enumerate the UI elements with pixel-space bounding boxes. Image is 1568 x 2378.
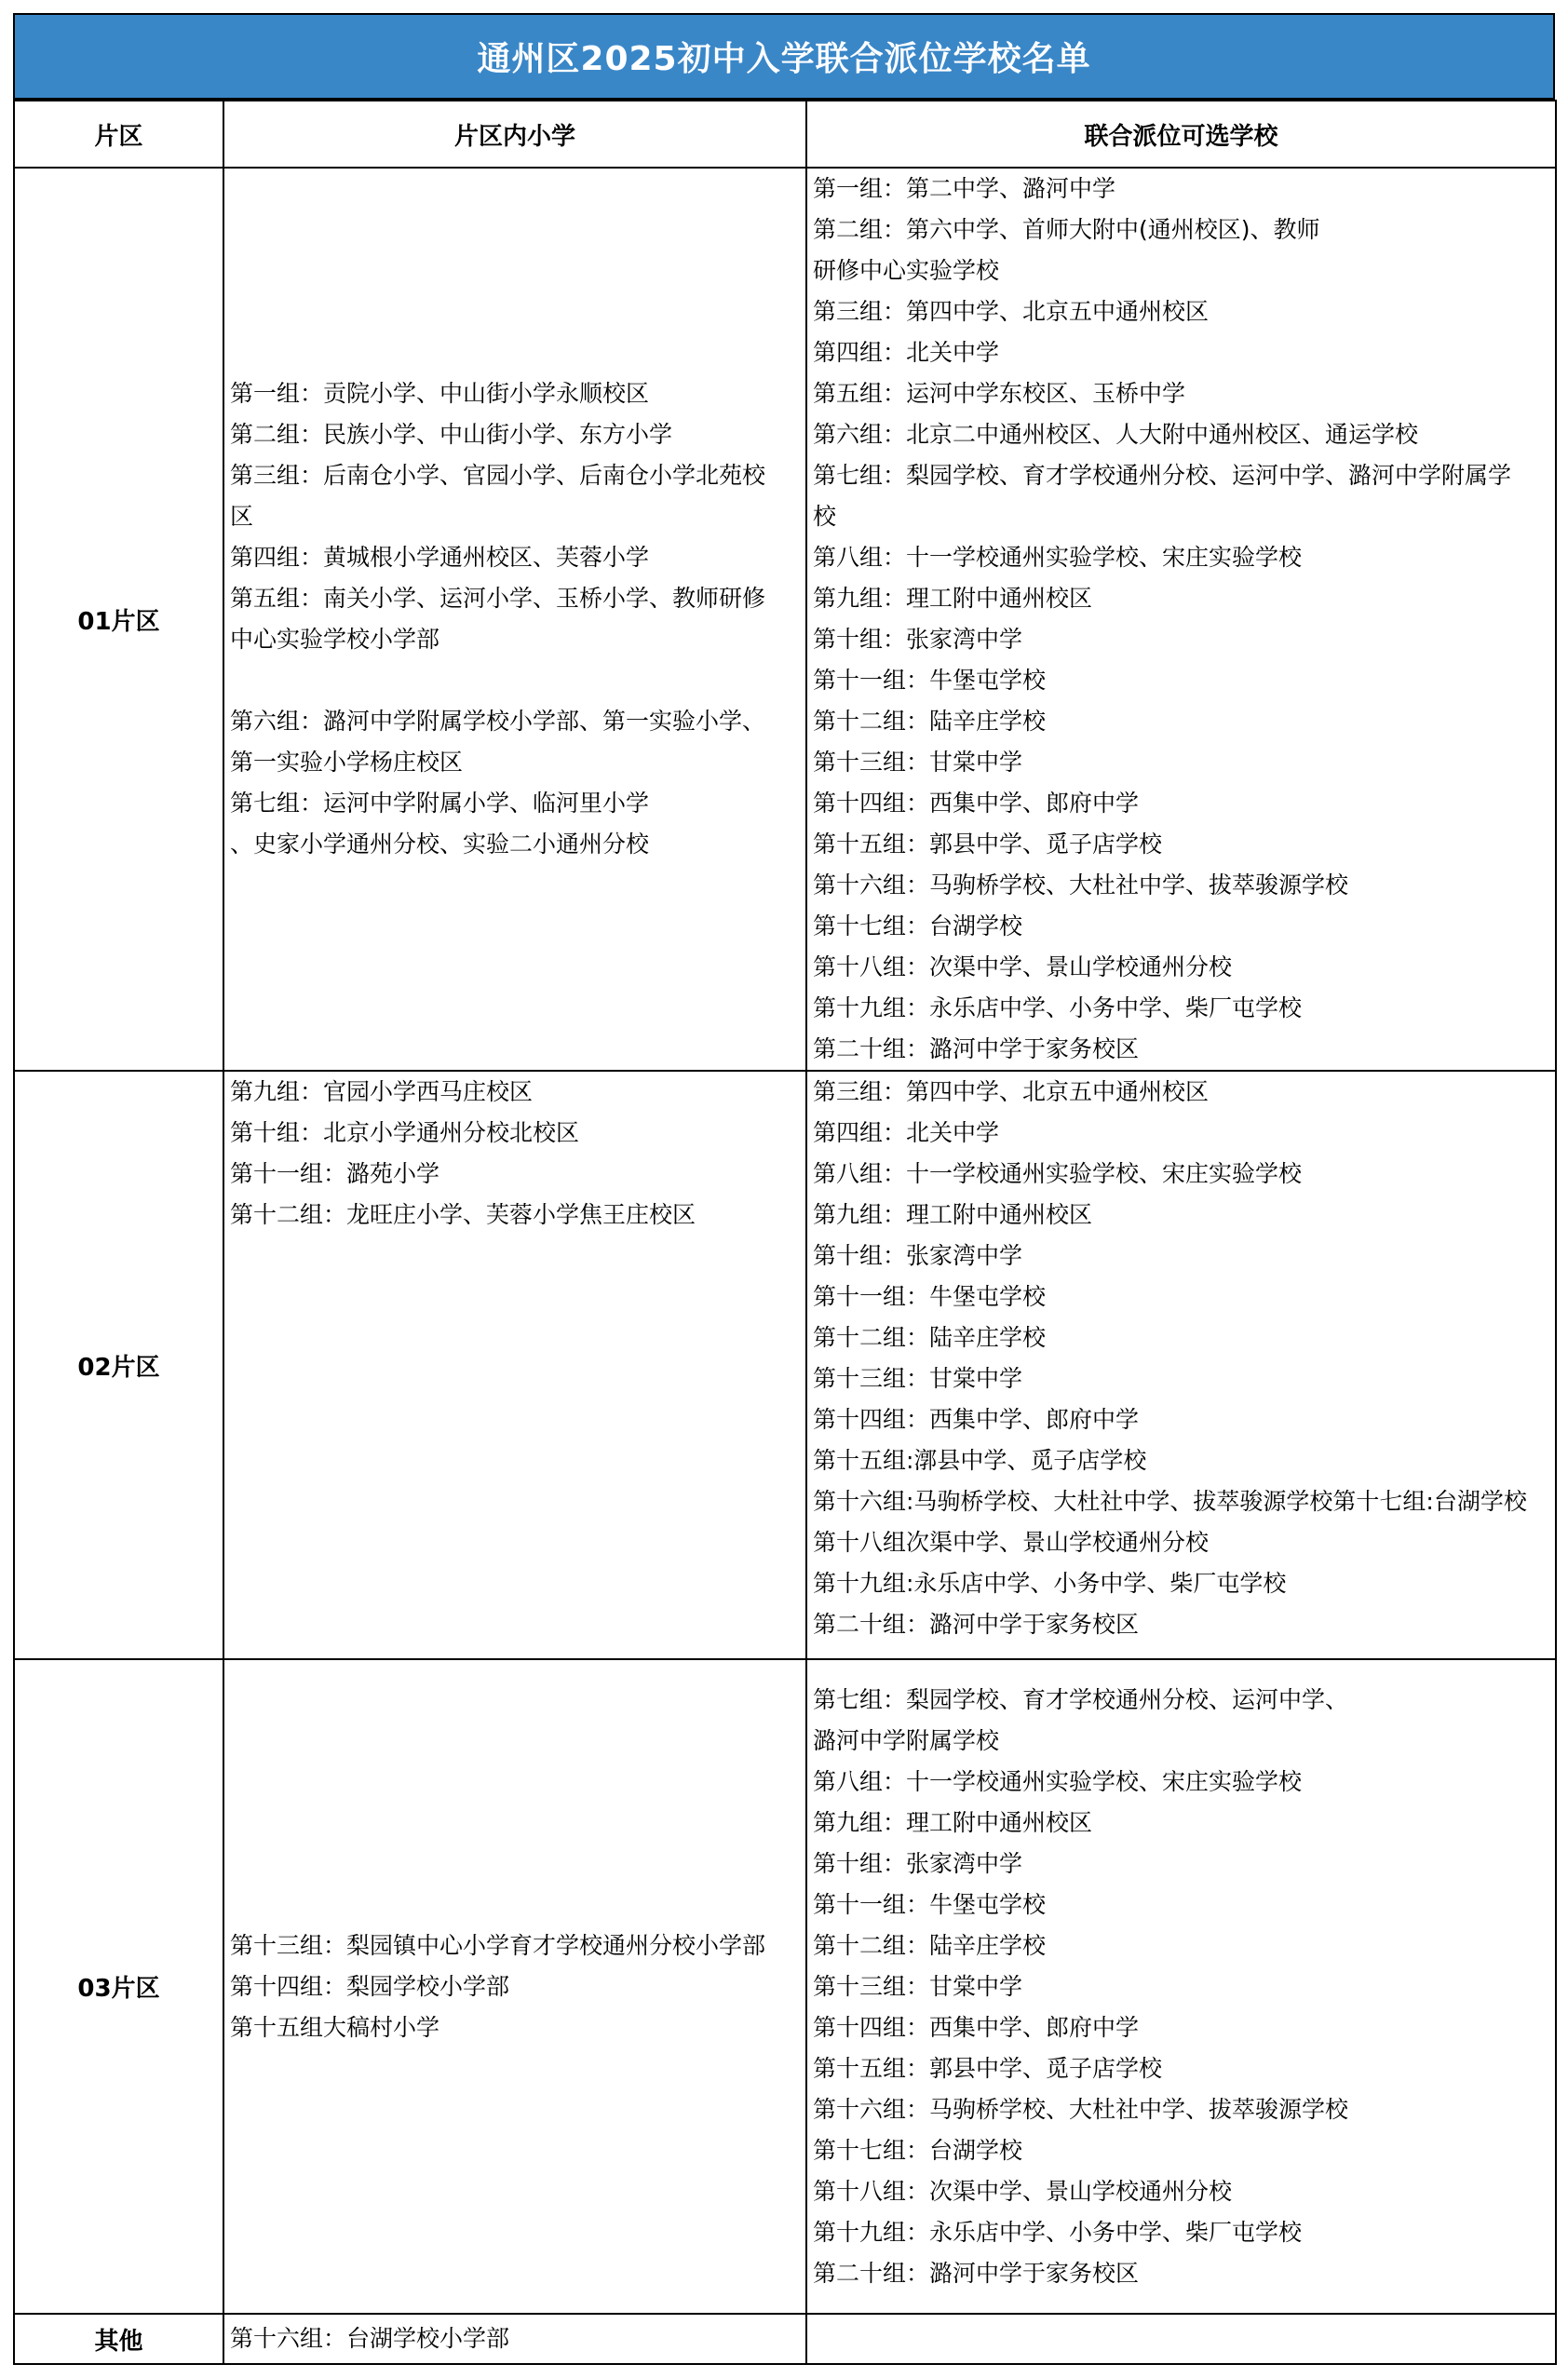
school-line: 、史家小学通州分校、实验二小通州分校 — [230, 831, 650, 858]
school-line: 第五组：运河中学东校区、玉桥中学 — [813, 380, 1186, 407]
school-line: 第十一组：牛堡屯学校 — [813, 1283, 1047, 1310]
school-line: 第十二组：龙旺庄小学、芙蓉小学焦王庄校区 — [230, 1201, 696, 1228]
school-line: 第三组：后南仓小学、官园小学、后南仓小学北苑校 — [230, 462, 766, 489]
school-line: 第十一组：潞苑小学 — [230, 1160, 440, 1187]
school-line: 第十三组：甘棠中学 — [813, 1972, 1023, 2000]
school-line: 第二十组：潞河中学于家务校区 — [813, 2259, 1140, 2287]
district-cell: 其他 — [14, 2314, 223, 2364]
school-line: 第十一组：牛堡屯学校 — [813, 1890, 1047, 1918]
school-line: 第九组：理工附中通州校区 — [813, 1201, 1093, 1228]
school-line: 第九组：理工附中通州校区 — [813, 585, 1093, 612]
school-line: 校 — [813, 503, 837, 530]
school-line: 第十六组：马驹桥学校、大杜社中学、拔萃骏源学校 — [813, 2095, 1349, 2123]
school-line: 第十七组：台湖学校 — [813, 912, 1023, 939]
school-line: 第十二组：陆辛庄学校 — [813, 1931, 1047, 1959]
school-line: 第十九组：永乐店中学、小务中学、柴厂屯学校 — [813, 2218, 1303, 2246]
school-line: 第十一组：牛堡屯学校 — [813, 667, 1047, 694]
table-row — [14, 1071, 1556, 1659]
school-line: 第三组：第四中学、北京五中通州校区 — [813, 298, 1210, 325]
school-line: 第六组：北京二中通州校区、人大附中通州校区、通运学校 — [813, 421, 1419, 448]
district-cell: 02片区 — [14, 1071, 223, 1659]
school-line: 第十二组：陆辛庄学校 — [813, 708, 1047, 735]
school-table — [13, 100, 1557, 2365]
school-line: 第十组：张家湾中学 — [813, 1242, 1023, 1269]
school-line: 第四组：北关中学 — [813, 1119, 1000, 1146]
district-cell: 03片区 — [14, 1659, 223, 2314]
school-line: 第一组：第二中学、潞河中学 — [813, 175, 1116, 202]
primary-school-list — [223, 1659, 806, 2314]
school-line: 第八组：十一学校通州实验学校、宋庄实验学校 — [813, 1767, 1303, 1795]
school-line: 第十五组大稿村小学 — [230, 2013, 440, 2041]
school-line: 第十六组：台湖学校小学部 — [230, 2325, 510, 2352]
school-line: 第十七组：台湖学校 — [813, 2136, 1023, 2164]
optional-school-list — [806, 2314, 1556, 2364]
school-line: 第五组：南关小学、运河小学、玉桥小学、教师研修 — [230, 585, 766, 612]
header-row — [14, 101, 1556, 168]
school-line: 第十五组：郭县中学、觅子店学校 — [813, 831, 1163, 858]
school-line: 第十三组：甘棠中学 — [813, 1365, 1023, 1392]
school-line: 第十组：张家湾中学 — [813, 626, 1023, 653]
school-line: 第十三组：梨园镇中心小学育才学校通州分校小学部 — [230, 1931, 766, 1959]
school-line: 第二十组：潞河中学于家务校区 — [813, 1035, 1140, 1062]
school-line: 第十三组：甘棠中学 — [813, 749, 1023, 776]
optional-school-list — [806, 1071, 1556, 1659]
primary-school-list — [223, 168, 806, 1071]
school-line: 第十九组:永乐店中学、小务中学、柴厂屯学校 — [813, 1570, 1287, 1597]
primary-school-list — [223, 1071, 806, 1659]
school-line: 第七组：梨园学校、育才学校通州分校、运河中学、 — [813, 1685, 1349, 1713]
school-line: 第十八组：次渠中学、景山学校通州分校 — [813, 953, 1233, 980]
header-district: 片区 — [14, 101, 223, 168]
school-line: 中心实验学校小学部 — [230, 626, 440, 653]
school-line: 第一组：贡院小学、中山街小学永顺校区 — [230, 380, 650, 407]
school-line: 第四组：黄城根小学通州校区、芙蓉小学 — [230, 544, 650, 571]
table-row — [14, 1659, 1556, 2314]
header-primary-schools: 片区内小学 — [223, 101, 806, 168]
school-line: 第十四组：西集中学、郎府中学 — [813, 2013, 1140, 2041]
school-line: 第八组：十一学校通州实验学校、宋庄实验学校 — [813, 544, 1303, 571]
school-line: 第十五组：郭县中学、觅子店学校 — [813, 2054, 1163, 2082]
document — [13, 13, 1555, 2365]
school-line: 第十六组:马驹桥学校、大杜社中学、拔萃骏源学校第十七组:台湖学校 — [813, 1488, 1527, 1515]
table-row — [14, 168, 1556, 1071]
table-row — [14, 2314, 1556, 2364]
school-line: 第十组：张家湾中学 — [813, 1849, 1023, 1877]
district-cell: 01片区 — [14, 168, 223, 1071]
school-line: 第十组：北京小学通州分校北校区 — [230, 1119, 580, 1146]
table-title: 通州区2025初中入学联合派位学校名单 — [13, 13, 1555, 100]
school-line: 第十二组：陆辛庄学校 — [813, 1324, 1047, 1351]
school-line: 第十四组：西集中学、郎府中学 — [813, 790, 1140, 817]
school-line: 第九组：理工附中通州校区 — [813, 1808, 1093, 1836]
primary-school-list — [223, 2314, 806, 2364]
optional-school-list — [806, 1659, 1556, 2314]
school-line: 第十八组次渠中学、景山学校通州分校 — [813, 1529, 1210, 1556]
school-line: 第二组：民族小学、中山街小学、东方小学 — [230, 421, 673, 448]
header-optional-schools: 联合派位可选学校 — [806, 101, 1556, 168]
school-line: 第四组：北关中学 — [813, 339, 1000, 366]
school-line: 第十九组：永乐店中学、小务中学、柴厂屯学校 — [813, 994, 1303, 1021]
school-line: 第十八组：次渠中学、景山学校通州分校 — [813, 2177, 1233, 2205]
school-line: 潞河中学附属学校 — [813, 1726, 1000, 1754]
optional-school-list — [806, 168, 1556, 1071]
school-line: 第二组：第六中学、首师大附中(通州校区)、教师 — [813, 216, 1320, 243]
school-line: 第八组：十一学校通州实验学校、宋庄实验学校 — [813, 1160, 1303, 1187]
school-line: 第二十组：潞河中学于家务校区 — [813, 1611, 1140, 1638]
school-line: 第十四组：西集中学、郎府中学 — [813, 1406, 1140, 1433]
school-line: 第七组：梨园学校、育才学校通州分校、运河中学、潞河中学附属学 — [813, 462, 1512, 489]
school-line: 第十四组：梨园学校小学部 — [230, 1972, 510, 2000]
school-line: 第七组：运河中学附属小学、临河里小学 — [230, 790, 650, 817]
school-line — [230, 660, 802, 701]
school-line: 第六组：潞河中学附属学校小学部、第一实验小学、 — [230, 708, 766, 735]
school-line: 第十六组：马驹桥学校、大杜社中学、拔萃骏源学校 — [813, 871, 1349, 899]
school-line: 区 — [230, 503, 254, 530]
school-line: 第九组：官园小学西马庄校区 — [230, 1078, 534, 1105]
school-line: 研修中心实验学校 — [813, 257, 1000, 284]
school-line: 第十五组:漷县中学、觅子店学校 — [813, 1447, 1147, 1474]
school-line: 第三组：第四中学、北京五中通州校区 — [813, 1078, 1210, 1105]
school-line: 第一实验小学杨庄校区 — [230, 749, 464, 776]
